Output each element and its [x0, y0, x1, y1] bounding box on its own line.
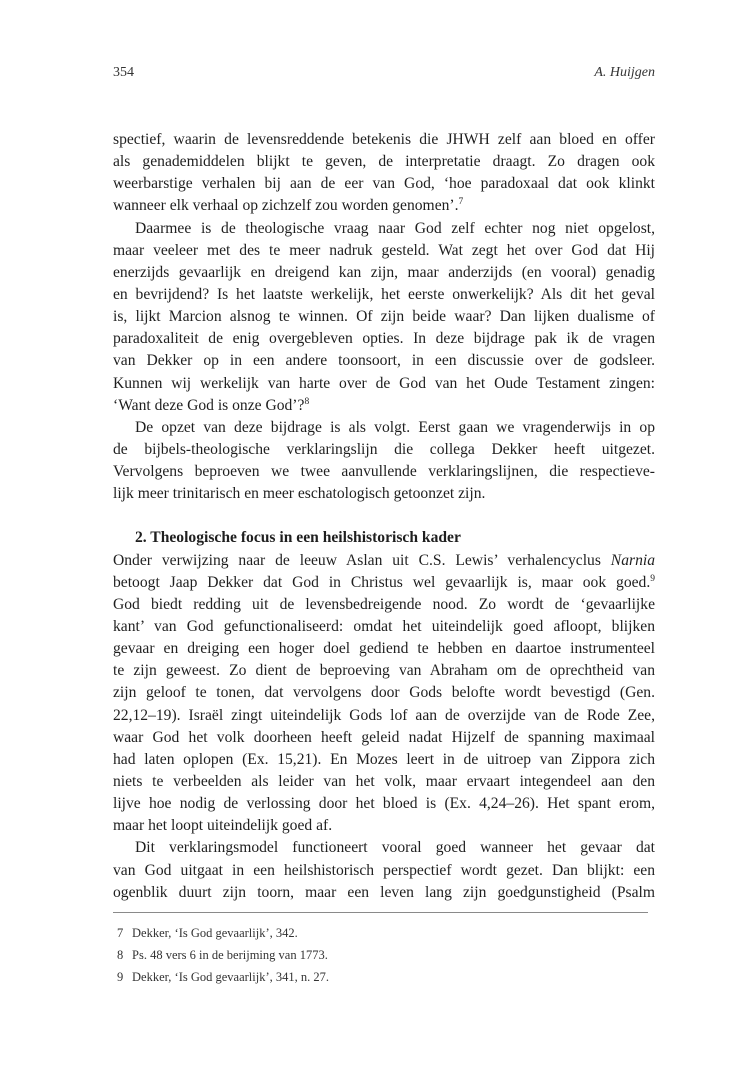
text-line: Dit verklaringsmodel functioneert vooral goed wanneer het gevaar dat	[135, 839, 655, 857]
text-line	[113, 550, 655, 572]
footnotes	[117, 922, 329, 988]
text-line: had laten oplopen (Ex. 15,21). En Mozes leert in de uitroep van Zippora zich	[113, 750, 655, 768]
running-header	[113, 64, 655, 82]
section-heading: 2. Theologische focus in een heilshistorisch kader	[135, 529, 461, 547]
text-line: spectief, waarin de levensreddende betekenis die JHWH zelf aan bloed en offer	[113, 131, 655, 148]
text-line	[113, 195, 655, 217]
footnote-number: 8	[117, 948, 124, 962]
footnote	[117, 944, 329, 966]
text-line: enerzijds gevaarlijk en dreigend kan zijn, maar anderzijds (en vooral) genadig	[113, 263, 655, 281]
text-line: ogenblik duurt zijn toorn, maar een leven lang zijn goedgunstigheid (Psalm	[113, 883, 655, 901]
text-line: waar God het volk doorheen heeft geleid nadat Hijzelf de spanning maximaal	[113, 728, 655, 746]
text-line: paradoxaliteit de enig overgebleven opties. In deze bijdrage pak ik de vragen	[113, 330, 655, 348]
text-line	[113, 572, 655, 594]
footnote-text: Dekker, ‘Is God gevaarlijk’, 341, n. 27.	[132, 970, 330, 984]
text-fragment: betoogt Jaap Dekker dat God in Christus wel gevaarlijk is, maar ook goed.	[113, 573, 651, 591]
text-line: kant’ van God gefunctionaliseerd: omdat het uiteindelijk goed afloopt, blijken	[113, 617, 655, 635]
running-head-author: A. Huijgen	[594, 65, 655, 80]
footnote	[117, 922, 329, 944]
text-line: weerbarstige verhalen bij aan de eer van God, ‘hoe paradoxaal dat ook klinkt	[113, 175, 655, 193]
text-line: gevaar en dreiging een hoger doel gediend te hebben en daartoe instrumenteel	[113, 640, 655, 658]
footnote-text: Ps. 48 vers 6 in de berijming van 1773.	[132, 948, 328, 962]
main-text	[113, 129, 655, 904]
text-fragment: Onder verwijzing naar de leeuw Aslan uit C.S. Lewis’ verhalencyclus	[113, 551, 611, 569]
footnote-text: Dekker, ‘Is God gevaarlijk’, 342.	[132, 926, 298, 940]
page-number: 354	[113, 65, 134, 80]
text-line: is, lijkt Marcion alsnog te winnen. Of zijn beide waar? Dan lijken dualisme of	[113, 308, 655, 326]
text-line: lijve hoe nodig de verlossing door het bloed is (Ex. 4,24–26). Het spant erom,	[113, 795, 655, 813]
text-line: maar veeleer met des te meer nadruk gesteld. Wat zegt het over God dat Hij	[113, 241, 655, 259]
text-fragment: wanneer elk verhaal op zichzelf zou worden genomen’.	[113, 197, 459, 215]
text-line: Kunnen wij werkelijk van harte over de God van het Oude Testament zingen:	[113, 374, 655, 392]
text-line	[113, 395, 655, 417]
book-title: Narnia	[610, 551, 655, 569]
text-line: maar het loopt uiteindelijk goed af.	[113, 817, 333, 835]
text-line: God biedt redding uit de levensbedreigende nood. Zo wordt de ‘gevaarlijke	[113, 595, 655, 613]
text-line: niets te verbeelden als leider van het volk, maar ervaart integendeel aan den	[113, 772, 655, 790]
text-line: te zijn geweest. Zo dient de beproeving van Abraham om de oprechtheid van	[113, 662, 655, 680]
text-line: de bijbels-theologische verklaringslijn die collega Dekker heeft uitgezet.	[113, 440, 655, 458]
text-line: van God uitgaat in een heilshistorisch perspectief wordt gezet. Dan blijkt: een	[113, 861, 655, 879]
text-line: Daarmee is de theologische vraag naar God zelf echter nog niet opgelost,	[135, 219, 655, 237]
footnote-ref-9[interactable]: 9	[650, 573, 655, 584]
text-line: Vervolgens beproeven we twee aanvullende verklaringslijnen, die respectieve-	[113, 463, 655, 481]
footnote-divider	[113, 912, 648, 913]
text-line: lijk meer trinitarisch en meer eschatologisch getoonzet zijn.	[113, 485, 486, 503]
footnote-ref-7[interactable]: 7	[458, 197, 464, 208]
text-line: zijn geloof te tonen, dat vervolgens door Gods belofte wordt bevestigd (Gen.	[113, 684, 655, 702]
text-fragment: ‘Want deze God is onze God’?	[113, 396, 305, 414]
footnote-ref-8[interactable]: 8	[304, 396, 310, 407]
text-line: en bevrijdend? Is het laatste werkelijk, het eerste onwerkelijk? Als dit het geval	[113, 285, 655, 303]
footnote-number: 9	[117, 970, 124, 984]
text-line: van Dekker op in een andere toonsoort, in een discussie over de godsleer.	[113, 352, 655, 370]
text-line: 22,12–19). Israël zingt uiteindelijk Gods lof aan de overzijde van de Rode Zee,	[113, 706, 655, 724]
footnote	[117, 966, 329, 988]
text-line: De opzet van deze bijdrage is als volgt. Eerst gaan we vragenderwijs in op	[135, 418, 655, 436]
footnote-number: 7	[117, 926, 124, 940]
text-line: als genademiddelen blijkt te geven, de interpretatie draagt. Zo dragen ook	[113, 153, 655, 171]
